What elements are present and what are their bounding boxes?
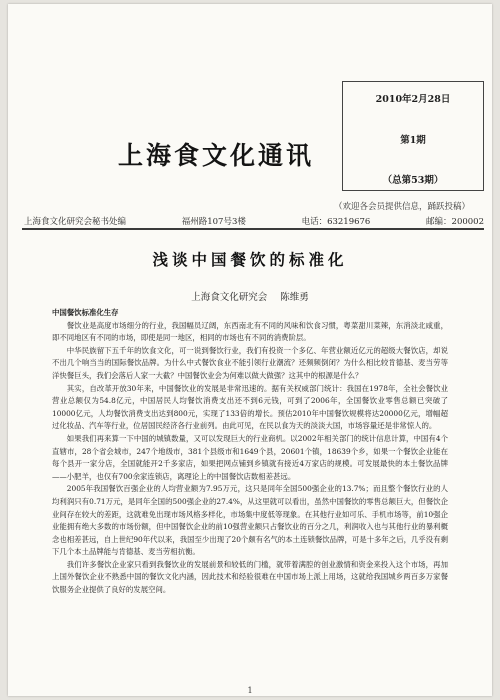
publisher: 上海食文化研究会秘书处编	[24, 217, 127, 227]
paragraph: 2005年我国餐饮百强企业的人均营业额为7.95万元，这只是同年全国500强企业的13.7%；而且整个餐饮行业的人均利润只有0.71万元，是同年全国的500强企业的27.4%，从这里就可以看出，虽然中国餐饮的零售总额巨大，但餐饮企业间存在较大的差距，这就难免出现市场风格多样化，市场集中度低等现象。在其他行业如可乐、手机市场等，前10强企业能拥有绝大多数的市场份额，但中国餐饮企业的前10强营业额只占餐饮业的百分之几，利润收入也与其他行业的暴利概念也相差甚远，自上世纪90年代以来，我国至少出现了20个颇有名气的本土连锁餐饮品牌，可是十多年之后，几乎没有剩下几个本土品牌能与肯德基、麦当劳相抗衡。	[52, 484, 448, 557]
author-name: 陈维勇	[280, 292, 309, 303]
issue-info-box	[342, 81, 484, 191]
section-heading: 中国餐饮标准化生存	[52, 308, 119, 317]
article-title: 浅谈中国餐饮的标准化	[152, 250, 348, 269]
newsletter-page	[8, 4, 492, 696]
issue-date: 2010年2月28日	[375, 94, 451, 105]
paragraph: 餐饮业是高度市场细分的行业，我国幅员辽阔，东西南北有不同的风味和饮食习惯，粤菜甜川菜辣，东消淡北咸重，即不同地区有不同的市场，即使是同一地区，相同的市场也有不同的消费阶层。	[52, 320, 448, 343]
paragraph: 中华民族留下五千年的饮食文化，可一说到餐饮行业，我们有投资一个多亿、年营业额近亿元的超级大餐饮店，却说不出几个响当当的国际餐饮品牌。为什么中式餐饮食业不能引领行业潮流？还频频倒闭？为什么相比较肯德基、麦当劳等洋快餐巨头，我们会落后人家一大截？中国餐饮业会为何难以做大做强？这其中的根源是什么？	[52, 345, 448, 380]
masthead-divider	[22, 228, 484, 230]
paragraph: 如果我们再来算一下中国的城镇数量，又可以发现巨大的行业商机。以2002年相关部门的统计信息计算，中国有4个直辖市，28个省会城市，247个地级市，381个县级市和1649个县，20601个镇，18639个乡，如果一个餐饮企业能在每个县开一家分店，全国就能开2千多家店，如果把网点铺到乡镇就有接近4万家店的规模。可发展最快的本土餐饮品牌——小肥羊，也仅有700余家连锁店，离理论上的中国餐饮店数相差甚远。	[52, 433, 448, 481]
author-org: 上海食文化研究会	[191, 292, 268, 303]
page-number: 1	[247, 686, 253, 695]
contact-line	[24, 215, 484, 227]
paragraph: 其实，自改革开放30年来，中国餐饮业的发展是非常迅速的。据有关权威部门统计：我国在1978年，全社会餐饮业营业总额仅为54.8亿元，中国居民人均餐饮消费支出还不到6元钱，可到了2006年，全国餐饮业零售总额已突破了10000亿元，人均餐饮消费支出达到800元，实现了133倍的增长。预估2010年中国餐饮规模将达20000亿元，增幅超过化妆品、汽车等行业，位居国民经济各行业前列。由此可见，在民以食为天的淡淡大国，市场容量还是非常惊人的。	[52, 383, 448, 431]
newsletter-title: 上海食文化通讯	[118, 141, 315, 170]
welcome-note: （欢迎各会员提供信息，踊跃投稿）	[333, 202, 470, 212]
phone: 电话：63219676	[301, 217, 371, 227]
postcode: 邮编：200002	[426, 217, 484, 227]
address: 福州路107号3楼	[181, 217, 246, 227]
article-body	[52, 306, 448, 597]
paragraph: 我们许多餐饮企业家只看到我餐饮业的发展前景和较低的门槛，就带着满腔的创业激情和资金来投入这个市场，再加上国外餐饮企业不熟悉中国的餐饮文化内涵，因此技术和经验很难在中国市场上派上用场，这就给我国城乡两百多万家餐饮服务企业提供了良好的发展空间。	[52, 559, 448, 595]
total-issue-number: （总第53期）	[382, 175, 444, 186]
byline	[8, 289, 492, 303]
issue-number: 第1期	[400, 135, 426, 146]
